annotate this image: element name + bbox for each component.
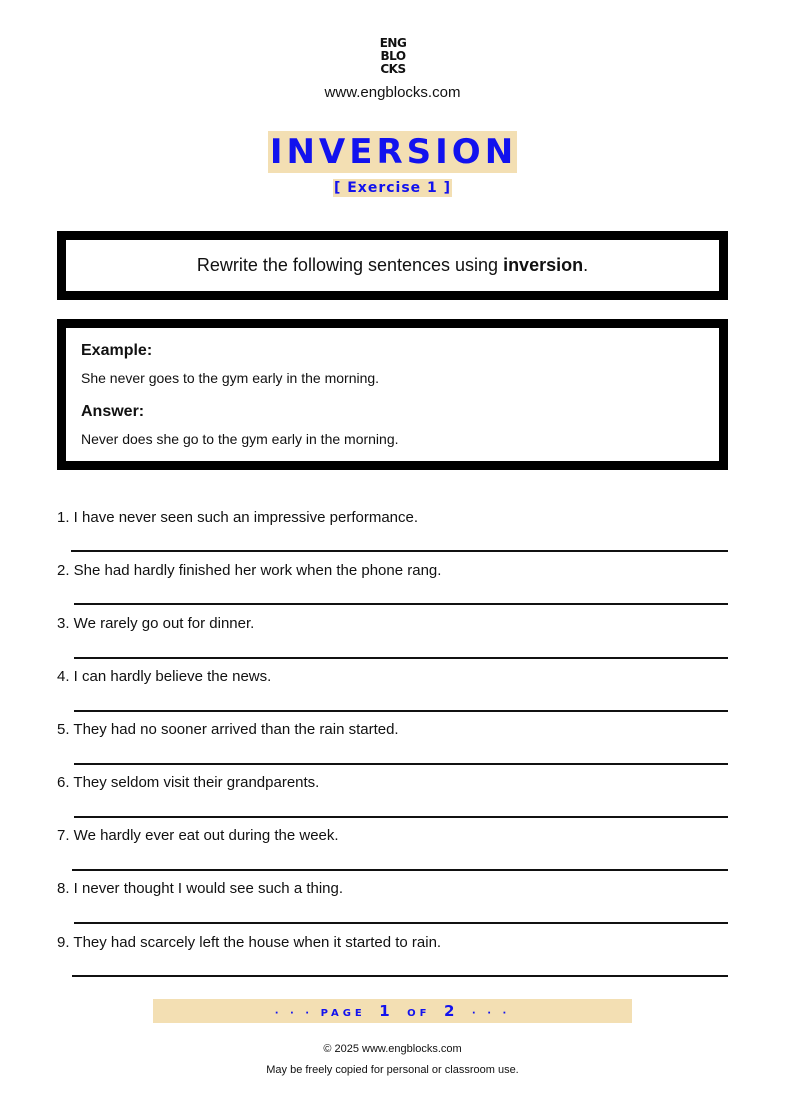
- question-item: 2. She had hardly finished her work when the phone rang.: [57, 562, 442, 579]
- question-item: 7. We hardly ever eat out during the week.: [57, 827, 339, 844]
- instructions-keyword: inversion: [503, 255, 584, 275]
- question-item: 6. They seldom visit their grandparents.: [57, 774, 320, 791]
- exercise-label: [ Exercise 1 ]: [333, 180, 452, 196]
- instructions-suffix: .: [583, 255, 589, 275]
- answer-line[interactable]: [74, 603, 728, 605]
- page-word: PAGE: [320, 1008, 366, 1019]
- instructions-prefix: Rewrite the following sentences using: [196, 255, 504, 275]
- logo-line: ENG: [379, 36, 407, 50]
- logo-line: BLO: [380, 49, 406, 63]
- answer-line[interactable]: [74, 763, 728, 765]
- example-box: [57, 319, 728, 470]
- example-sentence: She never goes to the gym early in the morning.: [81, 370, 380, 386]
- page-dots-left: · · ·: [274, 1008, 314, 1019]
- answer-label: Answer:: [81, 403, 145, 420]
- answer-line[interactable]: [74, 710, 728, 712]
- site-url: www.engblocks.com: [324, 84, 461, 101]
- question-item: 1. I have never seen such an impressive performance.: [57, 509, 419, 526]
- current-page: 1: [379, 1002, 394, 1020]
- question-item: 9. They had scarcely left the house when it started to rain.: [57, 934, 442, 951]
- answer-line[interactable]: [71, 550, 728, 552]
- answer-sentence: Never does she go to the gym early in the morning.: [81, 431, 399, 447]
- answer-line[interactable]: [74, 657, 728, 659]
- example-label: Example:: [81, 342, 153, 359]
- question-item: 5. They had no sooner arrived than the rain started.: [57, 721, 399, 738]
- question-item: 3. We rarely go out for dinner.: [57, 615, 255, 632]
- page-indicator: [153, 999, 632, 1023]
- question-item: 8. I never thought I would see such a thing.: [57, 880, 344, 897]
- page-dots-right: · · ·: [471, 1008, 511, 1019]
- answer-line[interactable]: [74, 816, 728, 818]
- total-pages: 2: [444, 1002, 459, 1020]
- answer-line[interactable]: [74, 922, 728, 924]
- answer-line[interactable]: [72, 975, 728, 977]
- of-word: OF: [407, 1008, 431, 1019]
- question-item: 4. I can hardly believe the news.: [57, 668, 272, 685]
- logo-line: CKS: [380, 62, 406, 76]
- worksheet-title: INVERSION: [269, 132, 518, 172]
- instructions-box: [57, 231, 728, 300]
- engblocks-logo: [376, 37, 410, 76]
- license-text: May be freely copied for personal or classroom use.: [266, 1064, 519, 1076]
- answer-line[interactable]: [72, 869, 728, 871]
- copyright-text: © 2025 www.engblocks.com: [323, 1043, 462, 1055]
